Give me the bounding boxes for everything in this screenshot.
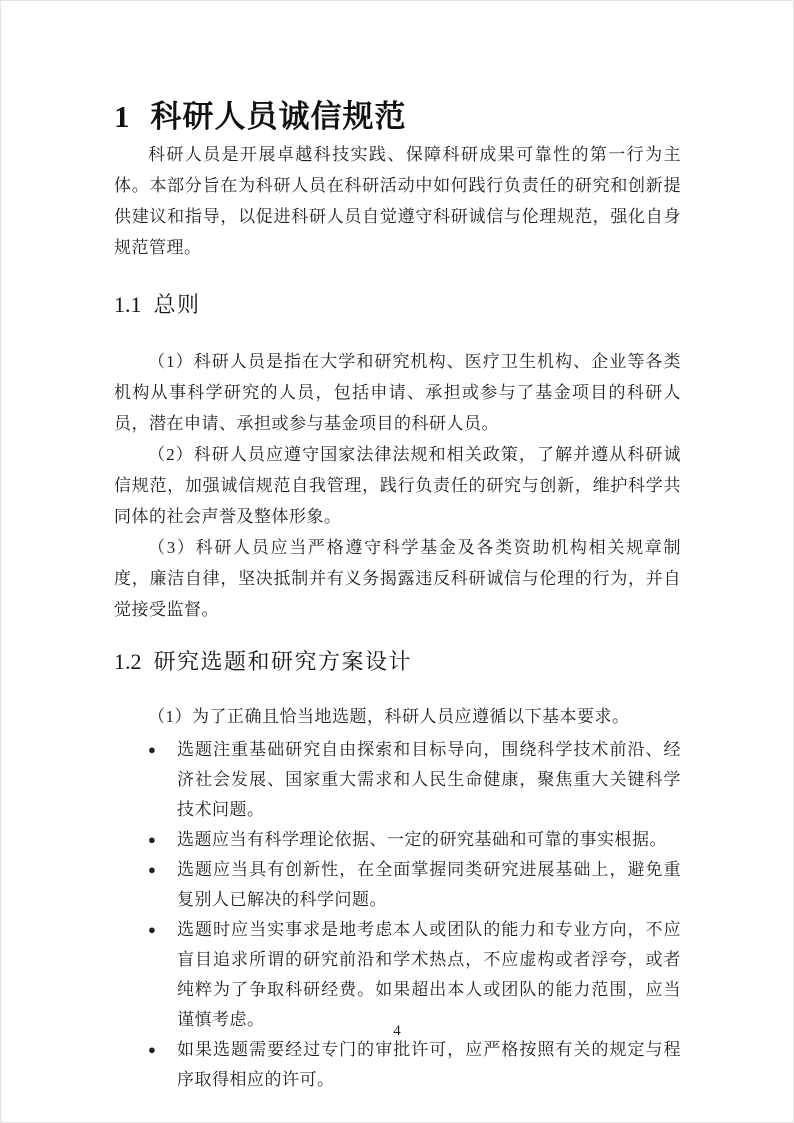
list-item-text: 选题应当有科学理论依据、一定的研究基础和可靠的事实根据。	[177, 830, 667, 849]
chapter-number: 1	[114, 99, 131, 134]
lead-paragraph: （1）为了正确且恰当地选题，科研人员应遵循以下基本要求。	[148, 707, 630, 726]
list-item-text: 如果选题需要经过专门的审批许可，应严格按照有关的规定与程序取得相应的许可。	[177, 1040, 681, 1089]
list-item	[146, 735, 681, 825]
list-item	[146, 855, 681, 915]
bullet-icon: ●	[148, 1042, 156, 1057]
bullet-icon: ●	[148, 862, 156, 877]
chapter-heading	[114, 1, 681, 139]
list-item-text: 选题时应当实事求是地考虑本人或团队的能力和专业方向，不应盲目追求所谓的研究前沿和学术热点，不应虚构或者浮夸，或者纯粹为了争取科研经费。如果超出本人或团队的能力范围，应当谨慎考虑。	[177, 920, 681, 1029]
section-title: 研究选题和研究方案设计	[153, 649, 413, 674]
paragraph: （1）科研人员是指在大学和研究机构、医疗卫生机构、企业等各类机构从事科学研究的人员，包括申请、承担或参与了基金项目的科研人员，潜在申请、承担或参与基金项目的科研人员。	[114, 352, 681, 433]
chapter-title: 科研人员诚信规范	[150, 99, 407, 134]
bullet-icon: ●	[148, 922, 156, 937]
list-item	[146, 825, 681, 855]
bullet-icon: ●	[148, 742, 156, 757]
list-item-text: 选题应当具有创新性，在全面掌握同类研究进展基础上，避免重复别人已解决的科学问题。	[177, 860, 681, 909]
page-content	[1, 1, 793, 1095]
section-number: 1.2	[114, 649, 142, 674]
paragraph: （2）科研人员应遵守国家法律法规和相关政策，了解并遵从科研诚信规范，加强诚信规范自我管理，践行负责任的研究与创新，维护科学共同体的社会声誉及整体形象。	[114, 445, 681, 526]
paragraph: （3）科研人员应当严格遵守科学基金及各类资助机构相关规章制度，廉洁自律，坚决抵制并有义务揭露违反科研诚信与伦理的行为，并自觉接受监督。	[114, 538, 681, 619]
intro-paragraph: 科研人员是开展卓越科技实践、保障科研成果可靠性的第一行为主体。本部分旨在为科研人员在科研活动中如何践行负责任的研究和创新提供建议和指导，以促进科研人员自觉遵守科研诚信与伦理规范，强化自身规范管理。	[114, 145, 681, 257]
page-number: 4	[393, 1023, 401, 1039]
section-title: 总则	[153, 292, 201, 317]
section-heading-1-1	[114, 289, 681, 321]
list-item-text: 选题注重基础研究自由探索和目标导向，围绕科学技术前沿、经济社会发展、国家重大需求和人民生命健康，聚焦重大关键科学技术问题。	[177, 740, 681, 819]
list-item	[146, 1035, 681, 1095]
list-item	[146, 915, 681, 1035]
bullet-icon: ●	[148, 832, 156, 847]
bullet-list	[114, 735, 681, 1095]
section-number: 1.1	[114, 292, 142, 317]
section-heading-1-2	[114, 646, 681, 678]
